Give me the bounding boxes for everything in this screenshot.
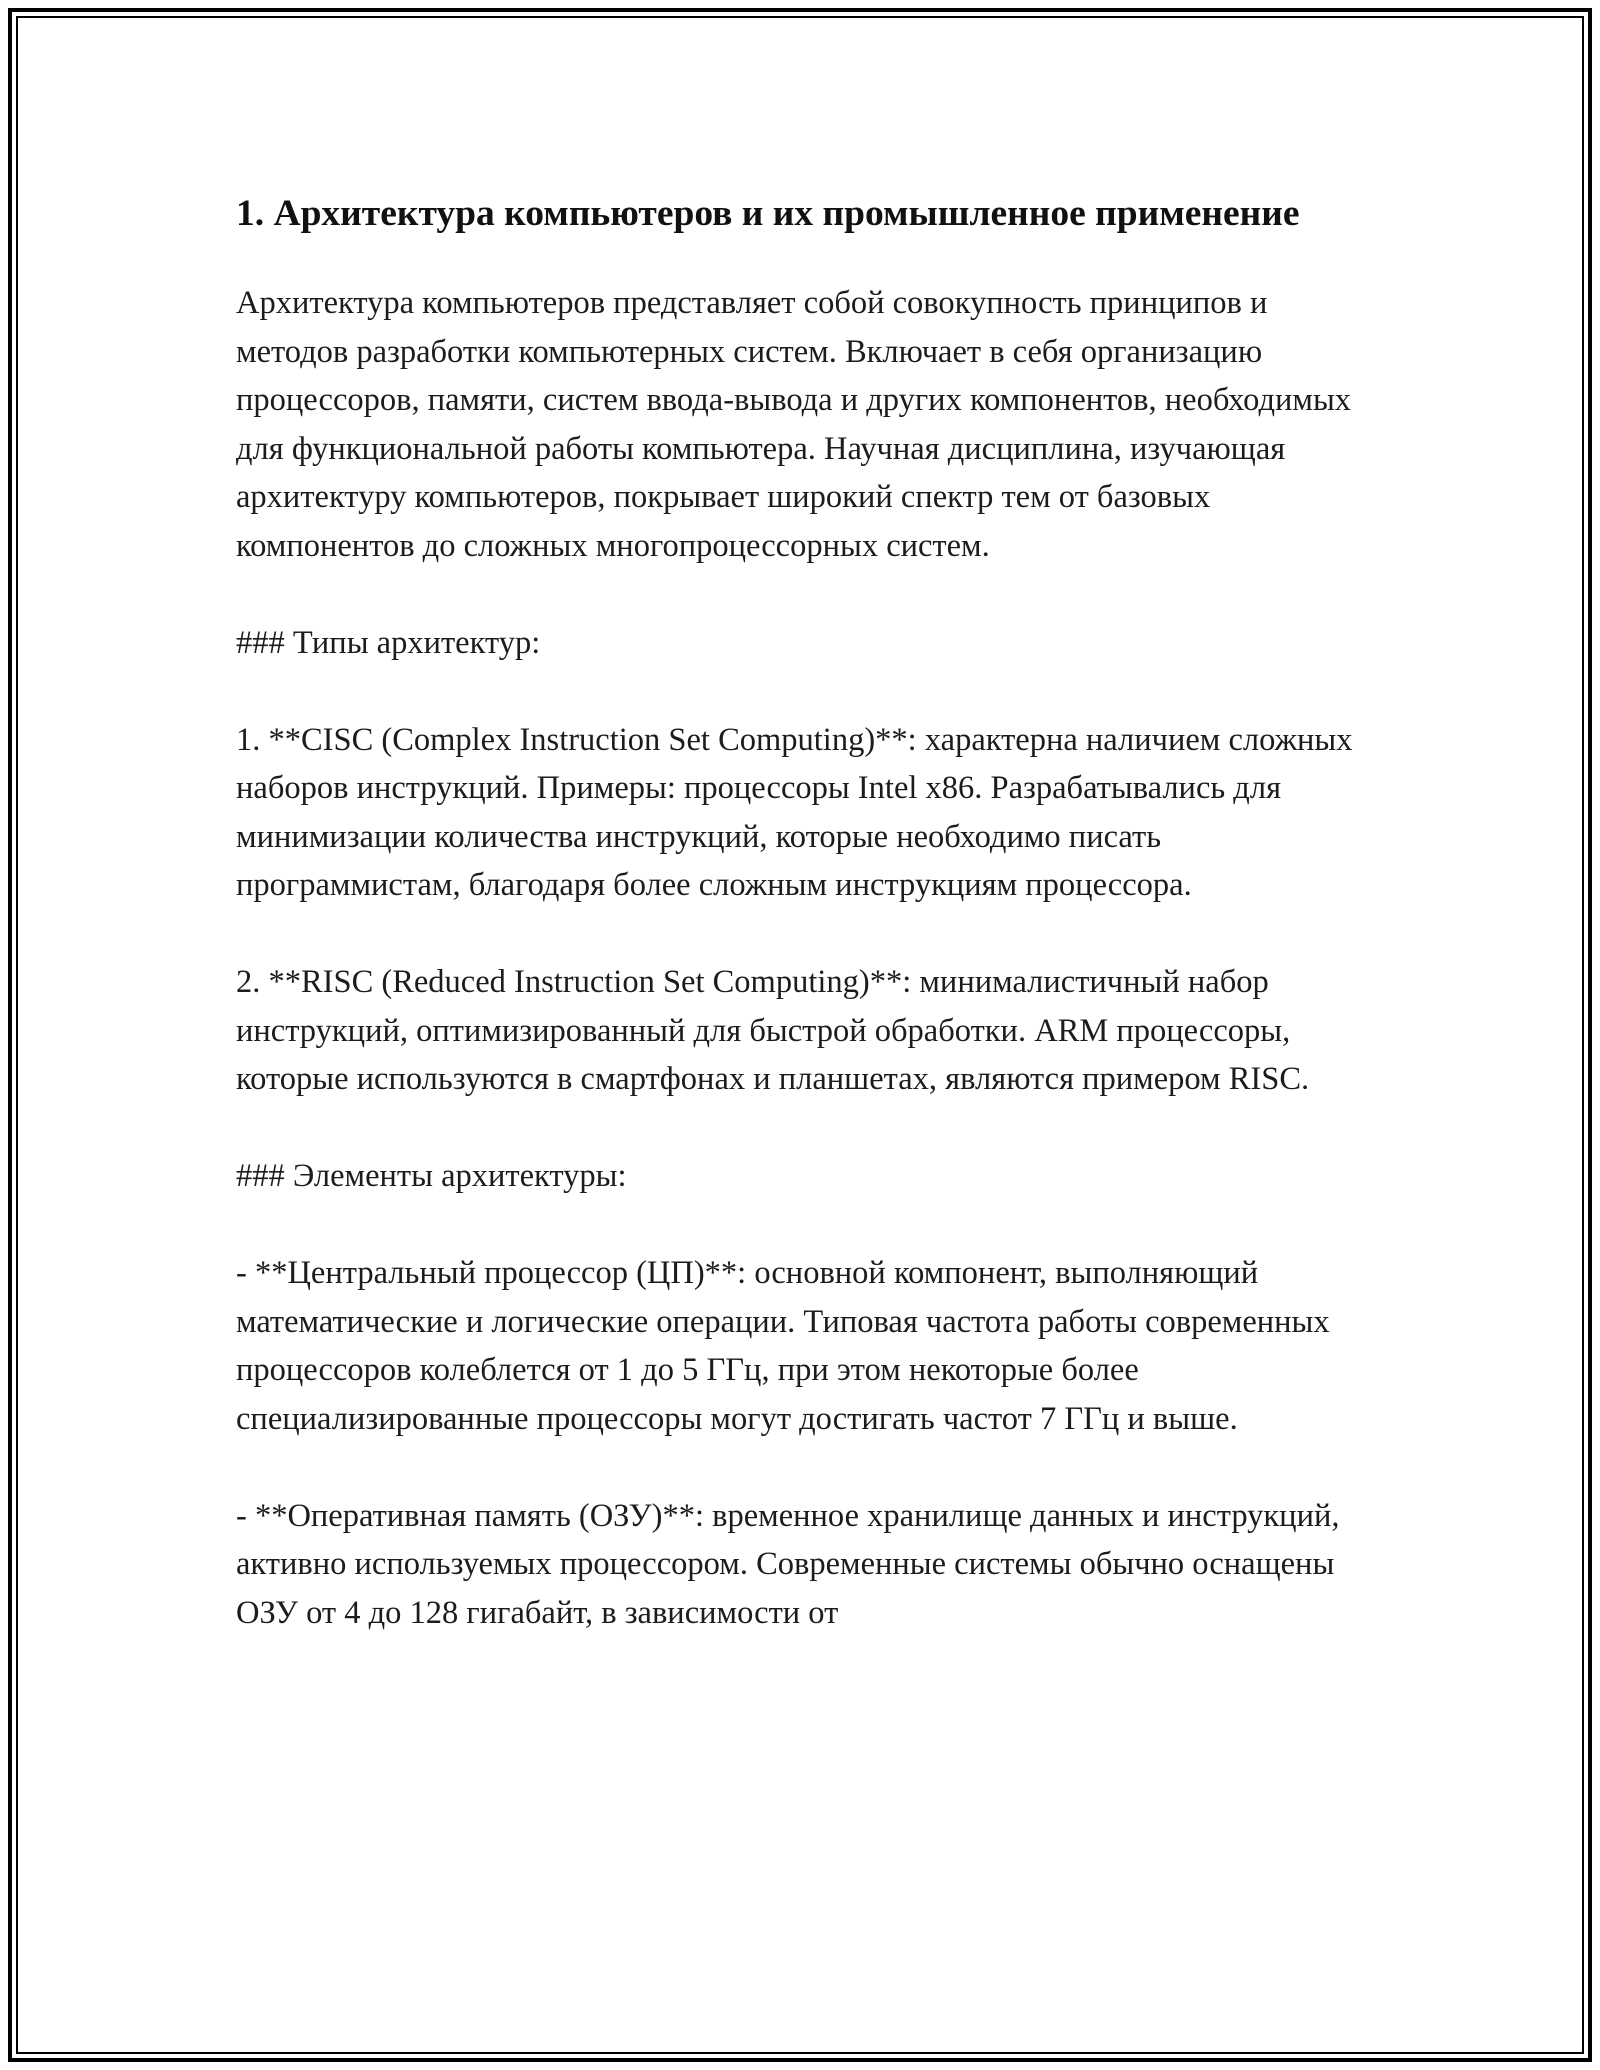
document-body <box>236 186 1376 1637</box>
document-title: 1. Архитектура компьютеров и их промышленное применение <box>236 193 1300 234</box>
list-item-cisc: 1. **CISC (Complex Instruction Set Computing)**: характерна наличием сложных наборов инструкций. Примеры: процессоры Intel x86. Разрабатывались для минимизации количества инструкций, которые необходимо писать программистам, благодаря более сложным инструкциям процессора. <box>236 721 1353 903</box>
intro-paragraph: Архитектура компьютеров представляет собой совокупность принципов и методов разработки компьютерных систем. Включает в себя организацию процессоров, памяти, систем ввода-вывода и других компонентов, необходимых для функциональной работы компьютера. Научная дисциплина, изучающая архитектуру компьютеров, покрывает широкий спектр тем от базовых компонентов до сложных многопроцессорных систем. <box>236 285 1352 564</box>
list-item-ram: - **Оперативная память (ОЗУ)**: временное хранилище данных и инструкций, активно используемых процессором. Современные системы обычно оснащены ОЗУ от 4 до 128 гигабайт, в зависимости от <box>236 1497 1340 1631</box>
list-item-risc: 2. **RISC (Reduced Instruction Set Computing)**: минималистичный набор инструкций, оптимизированный для быстрой обработки. ARM процессоры, которые используются в смартфонах и планшетах, являются примером RISC. <box>236 964 1310 1097</box>
list-item-cpu: - **Центральный процессор (ЦП)**: основной компонент, выполняющий математические и логические операции. Типовая частота работы современных процессоров колеблется от 1 до 5 ГГц, при этом некоторые более специализированные процессоры могут достигать частот 7 ГГц и выше. <box>236 1255 1330 1437</box>
section-heading-architecture-types: ### Типы архитектур: <box>236 624 541 661</box>
section-heading-architecture-elements: ### Элементы архитектуры: <box>236 1158 627 1194</box>
